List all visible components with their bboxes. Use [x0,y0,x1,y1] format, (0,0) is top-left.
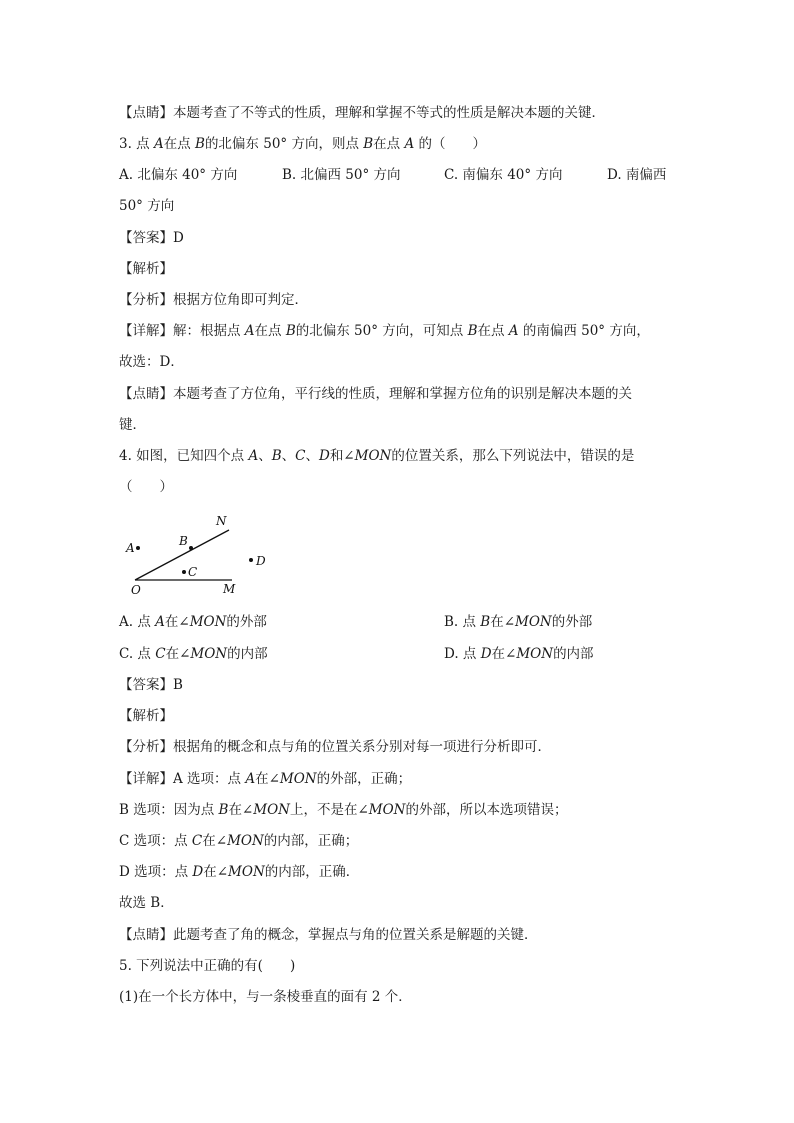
label-m: M [223,582,236,596]
label-o: O [131,583,141,597]
q4-option-c: C. 点 C在∠MON的内部 [119,646,268,662]
q5-stem: 5. 下列说法中正确的有( ) [119,958,296,974]
q4-stem: 4. 如图，已知四个点 A、B、C、D和∠MON的位置关系，那么下列说法中，错误的是 [119,448,635,464]
q3-fenxi: 【分析】根据方位角即可判定． [119,292,308,308]
q4-figure [115,510,275,600]
q4-dianjing: 【点睛】此题考查了角的概念，掌握点与角的位置关系是解题的关键． [119,927,538,943]
q3-dianjing-1: 【点睛】本题考查了方位角，平行线的性质，理解和掌握方位角的识别是解决本题的关 [119,386,632,402]
q3-jiexi: 【解析】 [119,261,173,277]
q4-option-a: A. 点 A在∠MON的外部 [119,614,267,630]
q3-option-c: C. 南偏东 40° 方向 [444,167,563,183]
q4-option-d: D. 点 D在∠MON的内部 [444,646,594,662]
q2-dianjing: 【点睛】本题考查了不等式的性质，理解和掌握不等式的性质是解决本题的关键． [119,105,605,121]
q4-detail-b: B 选项：因为点 B在∠MON上，不是在∠MON的外部，所以本选项错误； [119,802,568,818]
q5-item-1: (1)在一个长方体中，与一条棱垂直的面有 2 个． [119,989,412,1005]
point-c [182,570,186,574]
q4-option-b: B. 点 B在∠MON的外部 [444,614,593,630]
label-c: C [188,565,198,579]
q4-guxuan: 故选 B． [119,895,174,911]
q3-guxuan: 故选：D． [119,354,184,370]
point-d [249,558,253,562]
point-a [136,546,140,550]
q4-detail-d: D 选项：点 D在∠MON的内部，正确． [119,864,360,880]
q4-jiexi: 【解析】 [119,708,173,724]
q3-answer: 【答案】D [119,230,184,246]
q3-option-d: D. 南偏西 [607,167,667,183]
q3-dianjing-2: 键． [119,417,146,433]
q3-xiangjie: 【详解】解：根据点 A在点 B的北偏东 50° 方向，可知点 B在点 A 的南偏西 50° 方向， [119,323,650,339]
q3-stem: 3. 点 A在点 B的北偏东 50° 方向，则点 B在点 A 的（ ） [119,136,487,152]
label-d: D [256,554,266,568]
q3-option-d-cont: 50° 方向 [119,198,175,214]
label-b: B [179,534,188,548]
label-n: N [216,514,227,528]
q4-stem-2: （ ） [119,479,173,495]
q3-option-b: B. 北偏西 50° 方向 [282,167,401,183]
label-a: A [126,541,135,555]
point-b [189,546,193,550]
q3-option-a: A. 北偏东 40° 方向 [119,167,238,183]
q4-answer: 【答案】B [119,677,183,693]
q4-detail-c: C 选项：点 C在∠MON的内部，正确； [119,833,359,849]
q4-fenxi: 【分析】根据角的概念和点与角的位置关系分别对每一项进行分析即可． [119,739,551,755]
q4-detail-a: 【详解】A 选项：点 A在∠MON的外部，正确； [119,771,412,787]
